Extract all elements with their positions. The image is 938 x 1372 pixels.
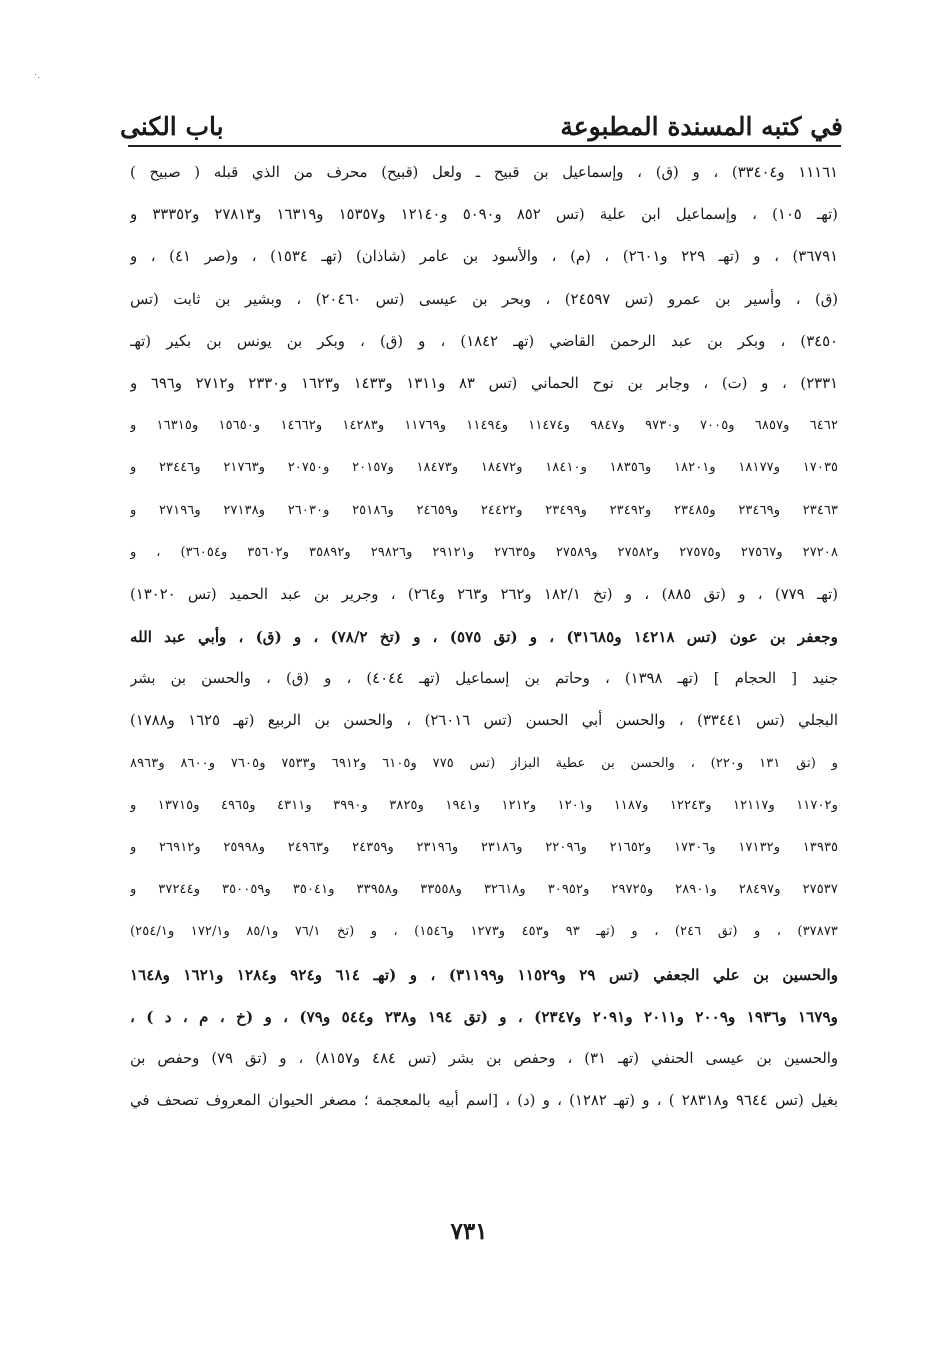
text-line: (ق) ، وأسير بن عمرو (تس ٢٤٥٩٧) ، وبحر بن عيسى (تس ٢٠٤٦٠) ، وبشير بن ثابت (تس [130, 290, 838, 308]
text-line: ١٣٩٣٥ و١٧١٣٢ و١٧٣٠٦ و٢١٦٥٢ و٢٢٠٩٦ و٢٣١٨٦ و٢٣١٩٦ و٢٤٣٥٩ و٢٤٩٦٣ و٢٥٩٩٨ و٢٦٩١٢ و [130, 840, 838, 855]
header-right-title: في كتبه المسندة المطبوعة [560, 112, 843, 141]
text-line: وجعفر بن عون (تس ١٤٢١٨ و٣١٦٨٥) ، و (تق ٥٧٥) ، و (تخ ٧٨/٢) ، و (ق) ، وأبي عبد الله [130, 628, 838, 647]
text-line: ٣٧٨٧٣) ، و (تق ٢٤٦) ، و (تهـ ٩٣ و٤٥٣ و١٢٧٣ و١٥٤٦) ، و (تخ ٧٦/١ و٨٥/١ و١٧٢/١ و٢٥٤/١) [130, 924, 838, 940]
text-line: بغيل (تس ٩٦٤٤ و٢٨٣١٨ ) ، و (تهـ ١٢٨٢) ، و (د) ، [اسم أبيه بالمعجمة ؛ مصغر الحيوان المعروف تصحف في [130, 1092, 838, 1110]
text-line: ١١١٦١ و٣٣٤٠٤) ، و (ق) ، وإسماعيل بن قبيح ـ ولعل (قبيح) محرف من الذي قبله ( صبيح ) [130, 164, 838, 181]
text-line: ٢٧٥٣٧ و٢٨٤٩٧ و٢٨٩٠١ و٢٩٧٢٥ و٣٠٩٥٢ و٣٢٦١٨ و٣٣٥٥٨ و٣٣٩٥٨ و٣٥٠٤١ و٣٥٠٠٥٩ و٣٧٢٤٤ و [130, 882, 838, 898]
text-line: و١٦٧٩ و١٩٣٦ و٢٠٠٩ و٢٠١١ و٢٠٩١ و٢٣٤٧) ، و (تق ١٩٤ و٢٣٨ و٥٤٤ و٧٩) ، و (خ ، م ، د ) ، [130, 1007, 838, 1026]
text-line: ٢٧٢٠٨ و٢٧٥٦٧ و٢٧٥٧٥ و٢٧٥٨٢ و٢٧٥٨٩ و٢٧٦٣٥ و٢٩١٢١ و٢٩٨٢٦ و٣٥٨٩٢ و٣٥٦٠٢ و٣٦٠٥٤) ، و [130, 544, 838, 560]
page-number: ٧٣١ [450, 1218, 488, 1245]
text-line: ٣٤٥٠) ، وبكر بن عبد الرحمن القاضي (تهـ ١٨٤٢) ، و (ق) ، وبكر بن يونس بن بكير (تهـ [130, 332, 838, 350]
text-line: ٣٦٧٩١) ، و (تهـ ٢٢٩ و٢٦٠١) ، (م) ، والأسود بن عامر (شاذان) (تهـ ١٥٣٤) ، و(صر ٤١) ، و [130, 248, 838, 266]
text-line: ٢٣٣١) ، و (ت) ، وجابر بن نوح الحماني (تس ٨٣ و١٣١١ و١٤٣٣ و١٦٢٣ و٢٣٣٠ و٢٧١٢ و٦٩٦ و [130, 374, 838, 392]
text-line: و١١٧٠٢ و١٢١١٧ و١٢٢٤٣ و١١٨٧ و١٢٠١ و١٢١٢ و١٩٤١ و٣٨٢٥ و٣٩٩٠ و٤٣١١ و٤٩٦٥ و١٣٧١٥ و [130, 797, 838, 813]
header-rule [128, 145, 841, 147]
text-line: والحسين بن علي الجعفي (تس ٢٩ و١١٥٢٩ و٣١١٩٩) ، و (تهـ ٦١٤ و٩٢٤ و١٢٨٤ و١٦٢١ و١٦٤٨ [130, 965, 838, 984]
page-body [130, 152, 838, 1122]
text-line: جنيد [ الحجام ] (تهـ ١٣٩٨) ، وحاتم بن إسماعيل (تهـ ٤٠٤٤) ، و (ق) ، والحسن بن بشر [130, 670, 838, 688]
text-line: والحسين بن عيسى الحنفي (تهـ ٣١) ، وحفص بن بشر (تس ٤٨٤ و٨١٥٧) ، و (تق ٧٩) وحفص بن [130, 1049, 838, 1067]
text-line: (تهـ ١٠٥) ، وإسماعيل ابن علية (تس ٨٥٢ و٥٠٩٠ و١٢١٤٠ و١٥٣٥٧ و١٦٣١٩ و٢٧٨١٣ و٣٣٣٥٢ و [130, 206, 838, 224]
text-line: ٦٤٦٢ و٦٨٥٧ و٧٠٠٥ و٩٧٣٠ و٩٨٤٧ و١١٤٧٤ و١١٤٩٤ و١١٧٦٩ و١٤٢٨٣ و١٤٦٦٢ و١٥٦٥٠ و١٦٣١٥ و [130, 418, 838, 434]
text-line: ٢٣٤٦٣ و٢٣٤٦٩ و٢٣٤٨٥ و٢٣٤٩٢ و٢٣٤٩٩ و٢٤٤٢٢ و٢٤٦٥٩ و٢٥١٨٦ و٢٦٠٣٠ و٢٧١٣٨ و٢٧١٩٦ و [130, 502, 838, 518]
text-line: (تهـ ٧٧٩) ، و (تق ٨٨٥) ، و (تخ ١٨٢/١ و٢٦٢ و٢٦٣ و٢٦٤) ، وجرير بن عبد الحميد (تس ١٣٠٢٠) [130, 585, 838, 603]
text-line: البجلي (تس ٣٣٤٤١) ، والحسن أبي الحسن (تس ٢٦٠١٦) ، والحسن بن الربيع (تهـ ١٦٢٥ و١٧٨٨) [130, 712, 838, 730]
page-header [120, 92, 843, 142]
text-line: و (تق ١٣١ و٢٢٠) ، والحسن بن عطية البزاز (تس ٧٧٥ و٦١٠٥ و٦٩١٢ و٧٥٣٣ و٧٦٠٥ و٨٦٠٠ و٨٩٦٣ [130, 755, 838, 771]
header-left-title: باب الكنى [120, 112, 224, 141]
text-line: ١٧٠٣٥ و١٨١٧٧ و١٨٢٠١ و١٨٣٥٦ و١٨٤١٠ و١٨٤٧٢ و١٨٤٧٣ و٢٠١٥٧ و٢٠٧٥٠ و٢١٧٦٣ و٢٣٤٤٦ و [130, 460, 838, 476]
scan-speck: ·. [34, 70, 41, 81]
